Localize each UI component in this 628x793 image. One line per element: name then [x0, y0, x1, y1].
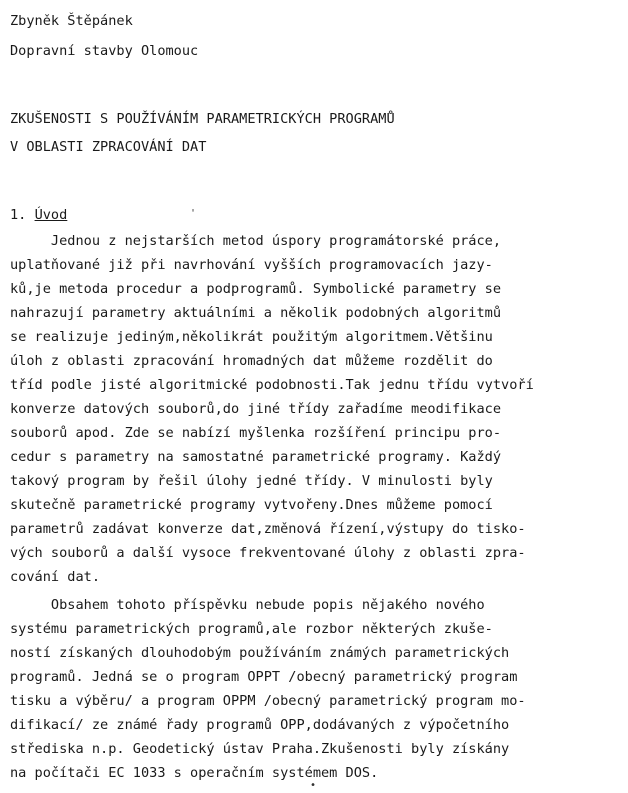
stray-mark: •	[310, 780, 317, 791]
body-line: střediska n.p. Geodetický ústav Praha.Zkušenosti byly získány	[10, 741, 510, 757]
body-line: systému parametrických programů,ale rozbor některých zkuše-	[10, 621, 493, 637]
body-line: úloh z oblasti zpracování hromadných dat můžeme rozdělit do	[10, 353, 493, 369]
body-line: difikací/ ze známé řady programů OPP,dodávaných z výpočetního	[10, 717, 510, 733]
body-line: na počítači EC 1033 s operačním systémem DOS.	[10, 765, 379, 781]
body-line: souborů apod. Zde se nabízí myšlenka rozšíření principu pro-	[10, 425, 502, 441]
body-line: ků,je metoda procedur a podprogramů. Symbolické parametry se	[10, 281, 502, 297]
body-line: programů. Jedná se o program OPPT /obecný parametrický program	[10, 669, 518, 685]
author-name: Zbyněk Štěpánek	[10, 13, 133, 29]
body-line: nahrazují parametry aktuálními a několik podobných algoritmů	[10, 305, 502, 321]
body-line: cedur s parametry na samostatné parametrické programy. Každý	[10, 449, 502, 465]
body-line: konverze datových souborů,do jiné třídy zařadíme meodifikace	[10, 401, 502, 417]
body-line: tisku a výběru/ a program OPPM /obecný parametrický program mo-	[10, 693, 526, 709]
body-line: ností získaných dlouhodobým používáním známých parametrických	[10, 645, 510, 661]
document-title-line-2: V OBLASTI ZPRACOVÁNÍ DAT	[10, 139, 207, 155]
body-line: skutečně parametrické programy vytvořeny.Dnes můžeme pomocí	[10, 497, 493, 513]
section-heading	[10, 206, 67, 224]
section-title: Úvod	[34, 207, 68, 223]
body-line: tříd podle jisté algoritmické podobnosti.Tak jednu třídu vytvoří	[10, 377, 534, 393]
body-line: Obsahem tohoto příspěvku nebude popis nějakého nového	[10, 597, 485, 613]
stray-mark: '	[190, 208, 197, 219]
author-affiliation: Dopravní stavby Olomouc	[10, 43, 199, 59]
body-line: se realizuje jediným,několikrát použitým algoritmem.Většinu	[10, 329, 493, 345]
body-line: parametrů zadávat konverze dat,změnová řízení,výstupy do tisko-	[10, 521, 526, 537]
body-line: vých souborů a další vysoce frekventované úlohy z oblasti zpra-	[10, 545, 526, 561]
document-title-line-1: ZKUŠENOSTI S POUŽÍVÁNÍM PARAMETRICKÝCH PROGRAMŮ	[10, 111, 395, 127]
body-line: Jednou z nejstarších metod úspory programátorské práce,	[10, 233, 502, 249]
section-number: 1.	[10, 207, 27, 223]
body-line: cování dat.	[10, 569, 101, 585]
body-line: takový program by řešil úlohy jedné třídy. V minulosti byly	[10, 473, 493, 489]
body-line: uplatňované již při navrhování vyšších programovacích jazy-	[10, 257, 493, 273]
